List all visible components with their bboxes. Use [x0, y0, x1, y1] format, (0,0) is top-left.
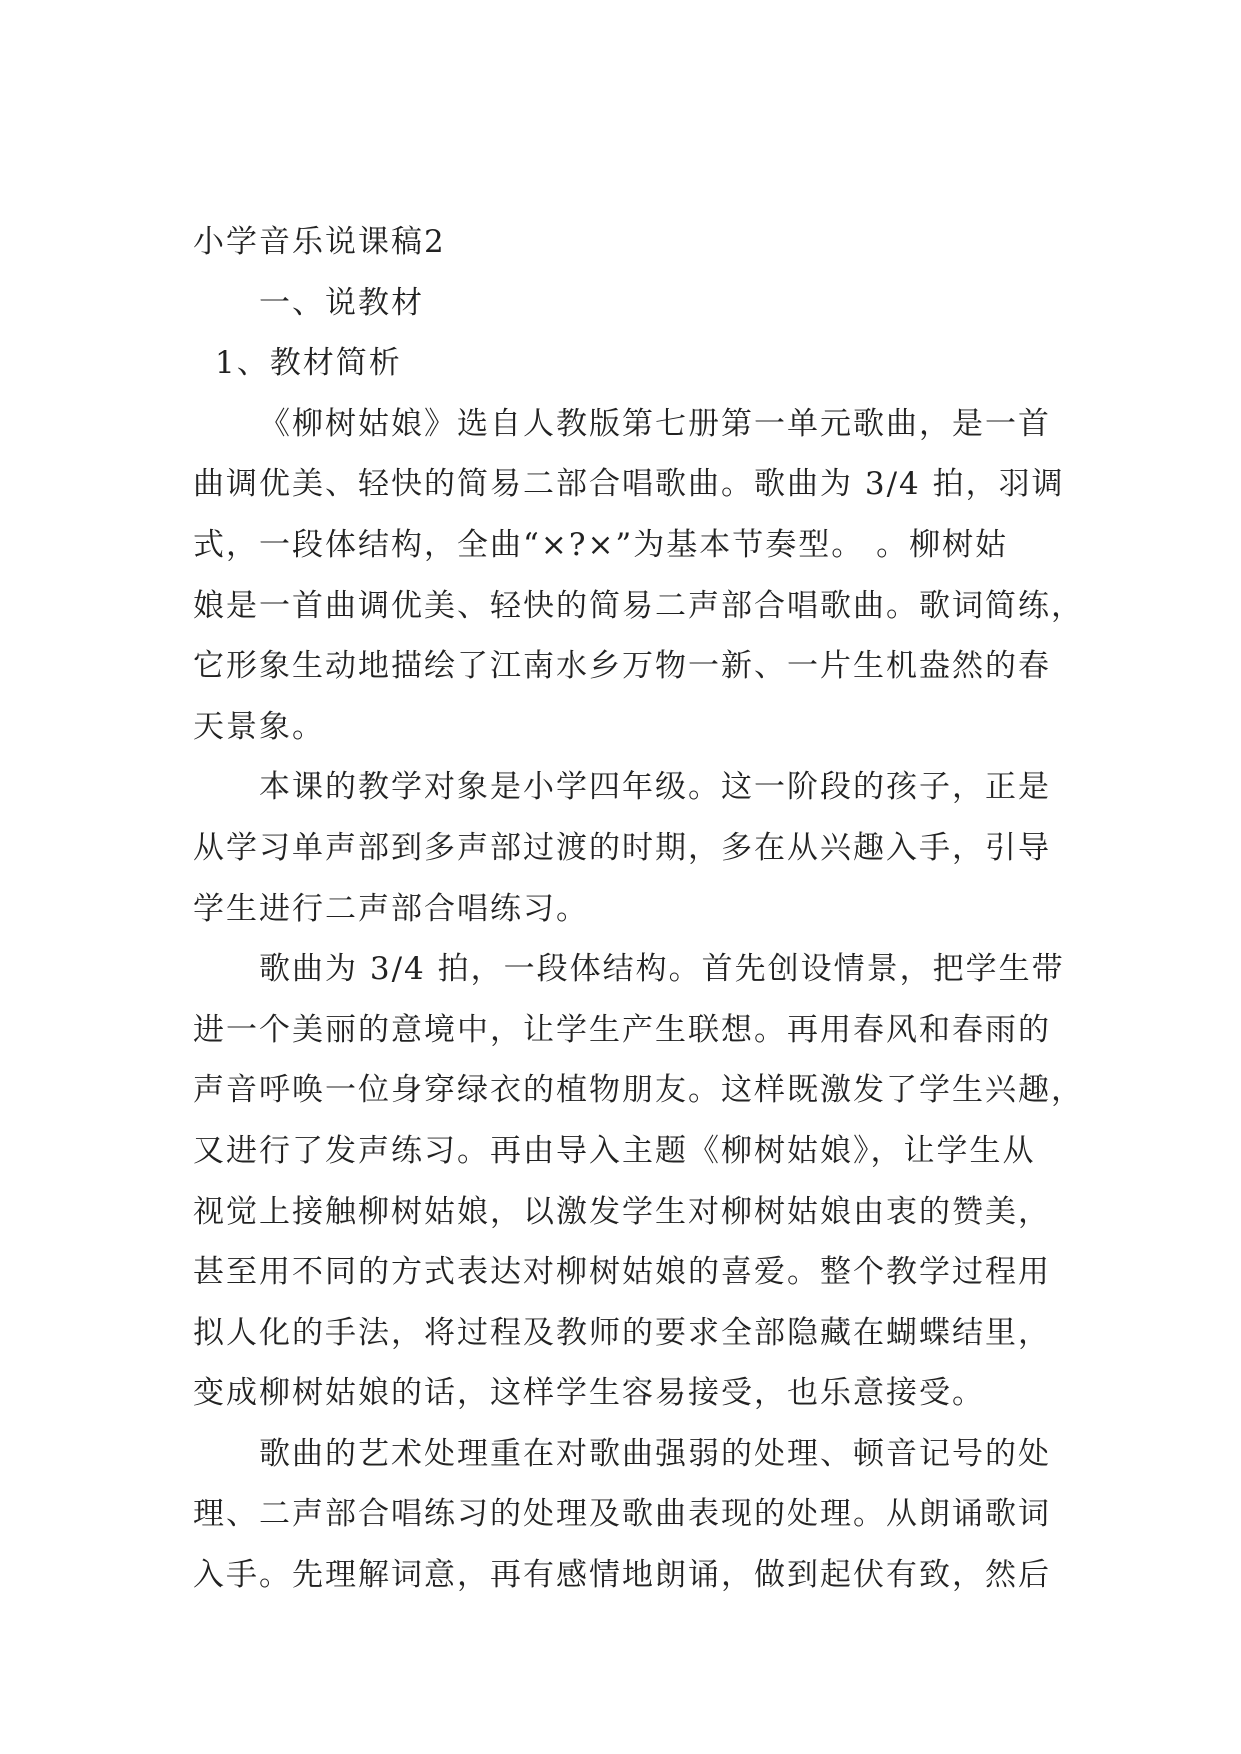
paragraph-4 [193, 1424, 1053, 1606]
paragraph-1 [193, 394, 1084, 758]
section-heading: 一、说教材 [259, 284, 424, 321]
paragraph-line: 声音呼唤一位身穿绿衣的植物朋友。这样既激发了学生兴趣， [193, 1072, 1084, 1109]
paragraph-2 [193, 757, 1053, 939]
subsection-heading: 1、教材简析 [215, 345, 402, 382]
document-title: 小学音乐说课稿2 [193, 224, 446, 260]
paragraph-line: 天景象。 [193, 708, 325, 745]
paragraph-line: 式，一段体结构，全曲“×?×”为基本节奏型。 。柳树姑 [193, 526, 1009, 563]
document-body [193, 212, 1084, 1606]
paragraph-3 [193, 939, 1084, 1424]
paragraph-line: 曲调优美、轻快的简易二部合唱歌曲。歌曲为 3/4 拍，羽调 [193, 466, 1065, 503]
paragraph-line: 理、二声部合唱练习的处理及歌曲表现的处理。从朗诵歌词 [193, 1496, 1051, 1533]
paragraph-line: 入手。先理解词意，再有感情地朗诵，做到起伏有致，然后 [193, 1557, 1051, 1594]
paragraph-line: 娘是一首曲调优美、轻快的简易二声部合唱歌曲。歌词简练， [193, 587, 1084, 624]
paragraph-line: 变成柳树姑娘的话，这样学生容易接受，也乐意接受。 [193, 1375, 985, 1412]
paragraph-line: 又进行了发声练习。再由导入主题《柳树姑娘》，让学生从 [193, 1132, 1036, 1169]
paragraph-line: 学生进行二声部合唱练习。 [193, 890, 589, 927]
paragraph-line: 歌曲的艺术处理重在对歌曲强弱的处理、顿音记号的处 [259, 1435, 1051, 1472]
paragraph-line: 视觉上接触柳树姑娘，以激发学生对柳树姑娘由衷的赞美， [193, 1193, 1051, 1230]
paragraph-line: 拟人化的手法，将过程及教师的要求全部隐藏在蝴蝶结里， [193, 1314, 1051, 1351]
paragraph-line: 从学习单声部到多声部过渡的时期，多在从兴趣入手，引导 [193, 829, 1051, 866]
paragraph-line: 歌曲为 3/4 拍，一段体结构。首先创设情景，把学生带 [259, 951, 1065, 988]
paragraph-line: 《柳树姑娘》选自人教版第七册第一单元歌曲，是一首 [259, 405, 1051, 442]
paragraph-line: 本课的教学对象是小学四年级。这一阶段的孩子，正是 [259, 769, 1051, 806]
paragraph-line: 进一个美丽的意境中，让学生产生联想。再用春风和春雨的 [193, 1011, 1051, 1048]
paragraph-line: 甚至用不同的方式表达对柳树姑娘的喜爱。整个教学过程用 [193, 1254, 1051, 1291]
paragraph-line: 它形象生动地描绘了江南水乡万物一新、一片生机盎然的春 [193, 648, 1051, 685]
